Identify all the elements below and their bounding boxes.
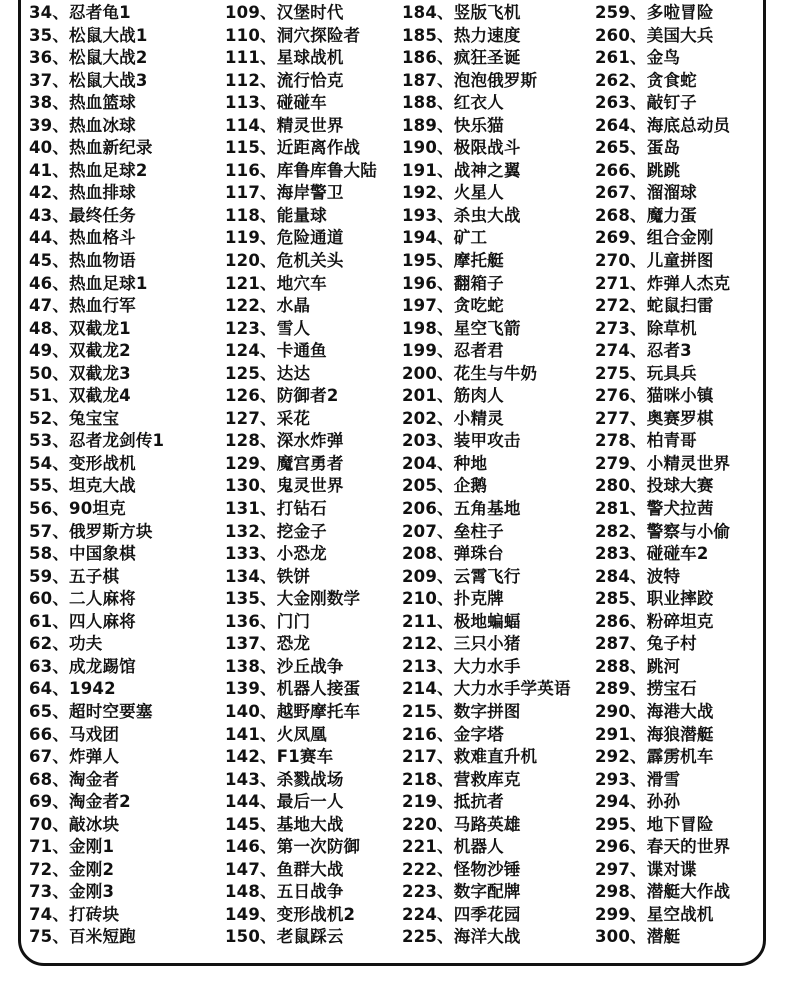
game-list-item: 35、松鼠大战1 [29,25,148,45]
game-list-item: 143、杀戮战场 [225,769,344,789]
game-list-item: 146、第一次防御 [225,837,361,857]
game-list-item: 203、装甲攻击 [402,431,521,451]
game-list-item: 278、柏青哥 [595,431,697,451]
game-list-item: 136、门门 [225,611,311,631]
game-list-item: 39、热血冰球 [29,115,136,135]
game-list-item: 283、碰碰车2 [595,544,709,564]
game-list-item: 117、海岸警卫 [225,183,344,203]
game-list-item: 69、淘金者2 [29,792,131,812]
game-list-item: 185、热力速度 [402,25,521,45]
game-list-item: 48、双截龙1 [29,318,131,338]
game-column-2 [225,2,377,949]
game-list-item: 144、最后一人 [225,792,344,812]
game-list-item: 115、近距离作战 [225,138,361,158]
game-list-item: 209、云霄飞行 [402,566,521,586]
game-list-item: 129、魔宫勇者 [225,453,344,473]
game-column-4 [595,2,730,949]
game-list-item: 189、快乐猫 [402,115,504,135]
game-list-item: 260、美国大兵 [595,25,714,45]
game-list-item: 292、霹雳机车 [595,747,714,767]
game-list-item: 131、打钻石 [225,499,327,519]
game-column-3 [402,2,571,949]
game-list-item: 47、热血行军 [29,296,136,316]
game-list-item: 38、热血篮球 [29,93,136,113]
game-list-item: 268、魔力蛋 [595,205,697,225]
game-list-item: 34、忍者龟1 [29,3,131,22]
game-list-item: 217、救难直升机 [402,747,538,767]
game-list-item: 213、大力水手 [402,656,521,676]
game-list-item: 273、除草机 [595,318,697,338]
game-list-item: 121、地穴车 [225,273,327,293]
game-list-item: 210、扑克牌 [402,589,504,609]
game-list-item: 192、火星人 [402,183,504,203]
game-list-item: 126、防御者2 [225,386,339,406]
game-list-item: 128、深水炸弹 [225,431,344,451]
game-list-item: 61、四人麻将 [29,611,136,631]
game-list-item: 204、种地 [402,453,488,473]
game-list-item: 130、鬼灵世界 [225,476,344,496]
game-list-item: 298、潜艇大作战 [595,882,731,902]
game-list-item: 145、基地大战 [225,814,344,834]
game-list-item: 293、滑雪 [595,769,681,789]
game-list-item: 287、兔子村 [595,634,697,654]
game-list-item: 70、敲冰块 [29,814,120,834]
game-list-item: 191、战神之翼 [402,160,521,180]
game-list-item: 58、中国象棋 [29,544,136,564]
game-list-item: 195、摩托艇 [402,251,504,271]
game-list-item: 42、热血排球 [29,183,136,203]
game-list-item: 50、双截龙3 [29,363,131,383]
game-list-item: 53、忍者龙剑传1 [29,431,165,451]
game-list-item: 263、敲钉子 [595,93,697,113]
game-list-item: 207、垒柱子 [402,521,504,541]
game-list-item: 271、炸弹人杰克 [595,273,731,293]
game-list-item: 67、炸弹人 [29,747,120,767]
game-list-item: 222、怪物沙锤 [402,859,521,879]
game-list-item: 262、贪食蛇 [595,70,697,90]
game-list-item: 270、儿童拼图 [595,251,714,271]
game-list-item: 116、库鲁库鲁大陆 [225,160,377,180]
game-list-item: 135、大金刚数学 [225,589,361,609]
game-list-item: 225、海洋大战 [402,927,521,947]
game-list-item: 291、海狼潜艇 [595,724,714,744]
game-list-item: 199、忍者君 [402,341,504,361]
game-list-item: 201、筋肉人 [402,386,504,406]
game-list-item: 134、铁饼 [225,566,311,586]
game-list-item: 119、危险通道 [225,228,344,248]
game-list-item: 55、坦克大战 [29,476,136,496]
game-list-item: 60、二人麻将 [29,589,136,609]
game-list-item: 62、功夫 [29,634,103,654]
game-list-item: 147、鱼群大战 [225,859,344,879]
game-list-item: 49、双截龙2 [29,341,131,361]
game-list-item: 59、五子棋 [29,566,120,586]
game-list-item: 122、水晶 [225,296,311,316]
game-list-item: 51、双截龙4 [29,386,131,406]
game-list-item: 212、三只小猪 [402,634,521,654]
game-list-item: 290、海港大战 [595,701,714,721]
game-list-item: 41、热血足球2 [29,160,148,180]
game-list-item: 275、玩具兵 [595,363,697,383]
game-list-item: 188、红衣人 [402,93,504,113]
game-list-item: 68、淘金者 [29,769,120,789]
game-list-item: 113、碰碰车 [225,93,327,113]
game-list-item: 211、极地蝙蝠 [402,611,521,631]
game-list-item: 148、五日战争 [225,882,344,902]
game-list-item: 57、俄罗斯方块 [29,521,153,541]
game-list [0,2,790,952]
game-list-item: 200、花生与牛奶 [402,363,538,383]
game-list-item: 140、越野摩托车 [225,701,361,721]
game-list-item: 286、粉碎坦克 [595,611,714,631]
game-list-item: 197、贪吃蛇 [402,296,504,316]
game-list-item: 142、F1赛车 [225,747,334,767]
game-list-item: 149、变形战机2 [225,904,356,924]
game-list-item: 289、捞宝石 [595,679,697,699]
game-list-item: 109、汉堡时代 [225,3,344,22]
game-list-item: 300、潜艇 [595,927,681,947]
game-list-item: 269、组合金刚 [595,228,714,248]
game-list-item: 202、小精灵 [402,408,504,428]
game-list-item: 280、投球大赛 [595,476,714,496]
game-list-item: 139、机器人接蛋 [225,679,361,699]
game-list-item: 45、热血物语 [29,251,136,271]
game-list-item: 43、最终任务 [29,205,136,225]
game-list-item: 295、地下冒险 [595,814,714,834]
game-list-item: 264、海底总动员 [595,115,731,135]
game-list-item: 208、弹珠台 [402,544,504,564]
game-list-item: 125、达达 [225,363,311,383]
game-list-item: 294、孙孙 [595,792,681,812]
game-list-item: 56、90坦克 [29,499,126,519]
game-list-item: 196、翻箱子 [402,273,504,293]
game-list-item: 265、蛋岛 [595,138,681,158]
game-list-item: 40、热血新纪录 [29,138,153,158]
game-list-item: 190、极限战斗 [402,138,521,158]
game-list-item: 216、金字塔 [402,724,504,744]
game-list-item: 44、热血格斗 [29,228,136,248]
game-list-item: 194、矿工 [402,228,488,248]
game-list-item: 124、卡通鱼 [225,341,327,361]
game-list-item: 66、马戏团 [29,724,120,744]
game-list-item: 36、松鼠大战2 [29,48,148,68]
game-list-item: 277、奥赛罗棋 [595,408,714,428]
game-list-item: 274、忍者3 [595,341,692,361]
game-list-item: 224、四季花园 [402,904,521,924]
game-list-item: 52、兔宝宝 [29,408,120,428]
game-list-item: 214、大力水手学英语 [402,679,571,699]
game-list-item: 37、松鼠大战3 [29,70,148,90]
game-list-item: 187、泡泡俄罗斯 [402,70,538,90]
game-list-item: 184、竖版飞机 [402,3,521,22]
game-list-item: 118、能量球 [225,205,327,225]
game-list-item: 193、杀虫大战 [402,205,521,225]
game-list-item: 64、1942 [29,679,116,699]
game-list-item: 220、马路英雄 [402,814,521,834]
game-list-item: 288、跳河 [595,656,681,676]
game-list-item: 54、变形战机 [29,453,136,473]
game-list-item: 75、百米短跑 [29,927,136,947]
game-list-item: 72、金刚2 [29,859,115,879]
game-list-item: 46、热血足球1 [29,273,148,293]
game-column-1 [29,2,164,949]
game-list-item: 205、企鹅 [402,476,488,496]
game-list-item: 127、采花 [225,408,311,428]
game-list-item: 71、金刚1 [29,837,115,857]
game-list-item: 261、金鸟 [595,48,681,68]
game-list-item: 114、精灵世界 [225,115,344,135]
game-list-item: 272、蛇鼠扫雷 [595,296,714,316]
game-list-item: 221、机器人 [402,837,504,857]
game-list-item: 296、春天的世界 [595,837,731,857]
game-list-item: 123、雪人 [225,318,311,338]
game-list-item: 219、抵抗者 [402,792,504,812]
game-list-item: 206、五角基地 [402,499,521,519]
game-list-item: 63、成龙踢馆 [29,656,136,676]
game-list-item: 120、危机关头 [225,251,344,271]
game-list-item: 279、小精灵世界 [595,453,731,473]
game-list-item: 137、恐龙 [225,634,311,654]
game-list-item: 198、星空飞箭 [402,318,521,338]
game-list-item: 297、谍对谍 [595,859,697,879]
game-list-item: 282、警察与小偷 [595,521,731,541]
game-list-item: 223、数字配牌 [402,882,521,902]
game-list-item: 74、打砖块 [29,904,120,924]
game-list-item: 112、流行恰克 [225,70,344,90]
game-list-item: 132、挖金子 [225,521,327,541]
game-list-item: 259、多啦冒险 [595,3,714,22]
game-list-item: 284、波特 [595,566,681,586]
game-list-item: 276、猫咪小镇 [595,386,714,406]
game-list-item: 281、警犬拉茜 [595,499,714,519]
game-list-item: 73、金刚3 [29,882,115,902]
game-list-item: 133、小恐龙 [225,544,327,564]
game-list-item: 110、洞穴探险者 [225,25,361,45]
game-list-item: 215、数字拼图 [402,701,521,721]
game-list-item: 111、星球战机 [225,48,344,68]
game-list-item: 299、星空战机 [595,904,714,924]
game-list-item: 285、职业摔跤 [595,589,714,609]
game-list-item: 218、营救库克 [402,769,521,789]
game-list-item: 266、跳跳 [595,160,681,180]
game-list-item: 138、沙丘战争 [225,656,344,676]
game-list-item: 141、火凤凰 [225,724,327,744]
game-list-item: 186、疯狂圣诞 [402,48,521,68]
game-list-item: 65、超时空要塞 [29,701,153,721]
game-list-item: 267、溜溜球 [595,183,697,203]
game-list-item: 150、老鼠踩云 [225,927,344,947]
